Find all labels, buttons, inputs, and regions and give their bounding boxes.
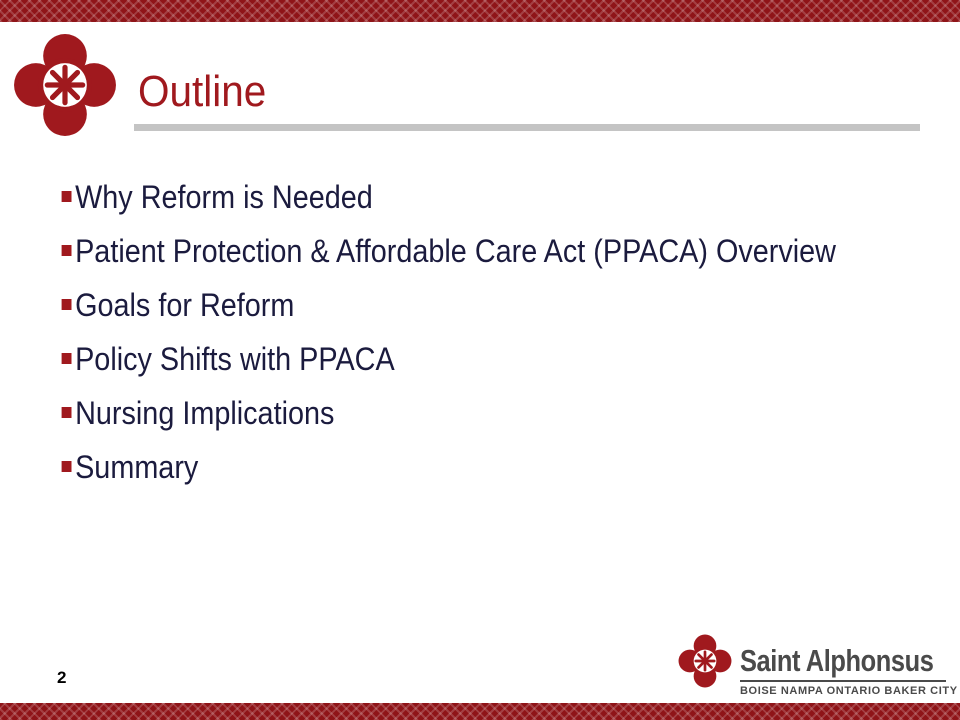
brand-divider bbox=[740, 680, 946, 682]
square-bullet-icon bbox=[62, 191, 72, 202]
outline-list bbox=[58, 178, 878, 502]
square-bullet-icon bbox=[62, 245, 72, 256]
outline-item-text: Why Reform is Needed bbox=[75, 179, 373, 215]
outline-item bbox=[58, 340, 877, 378]
outline-item-text: Policy Shifts with PPACA bbox=[75, 341, 395, 377]
square-bullet-icon bbox=[62, 353, 72, 364]
slide-title: Outline bbox=[138, 67, 267, 116]
top-decorative-band bbox=[0, 0, 960, 22]
square-bullet-icon bbox=[62, 299, 72, 310]
outline-item-text: Patient Protection & Affordable Care Act (PPACA) Overview bbox=[75, 233, 836, 269]
outline-item bbox=[58, 394, 877, 432]
brand-name: Saint Alphonsus bbox=[740, 643, 934, 678]
square-bullet-icon bbox=[62, 407, 72, 418]
square-bullet-icon bbox=[62, 461, 72, 472]
outline-item bbox=[58, 232, 877, 270]
outline-item bbox=[58, 178, 877, 216]
outline-item bbox=[58, 448, 877, 486]
outline-item-text: Goals for Reform bbox=[75, 287, 295, 323]
page-number: 2 bbox=[57, 668, 67, 687]
bottom-decorative-band bbox=[0, 703, 960, 720]
outline-item-text: Summary bbox=[75, 449, 199, 485]
brand-lockup bbox=[678, 631, 958, 699]
brand-cross-logo-icon bbox=[678, 634, 732, 688]
outline-item bbox=[58, 286, 877, 324]
outline-item-text: Nursing Implications bbox=[75, 395, 335, 431]
title-underline bbox=[134, 124, 920, 131]
brand-cities: BOISE NAMPA ONTARIO BAKER CITY bbox=[740, 685, 958, 697]
saint-alphonsus-cross-logo-icon bbox=[13, 33, 117, 137]
